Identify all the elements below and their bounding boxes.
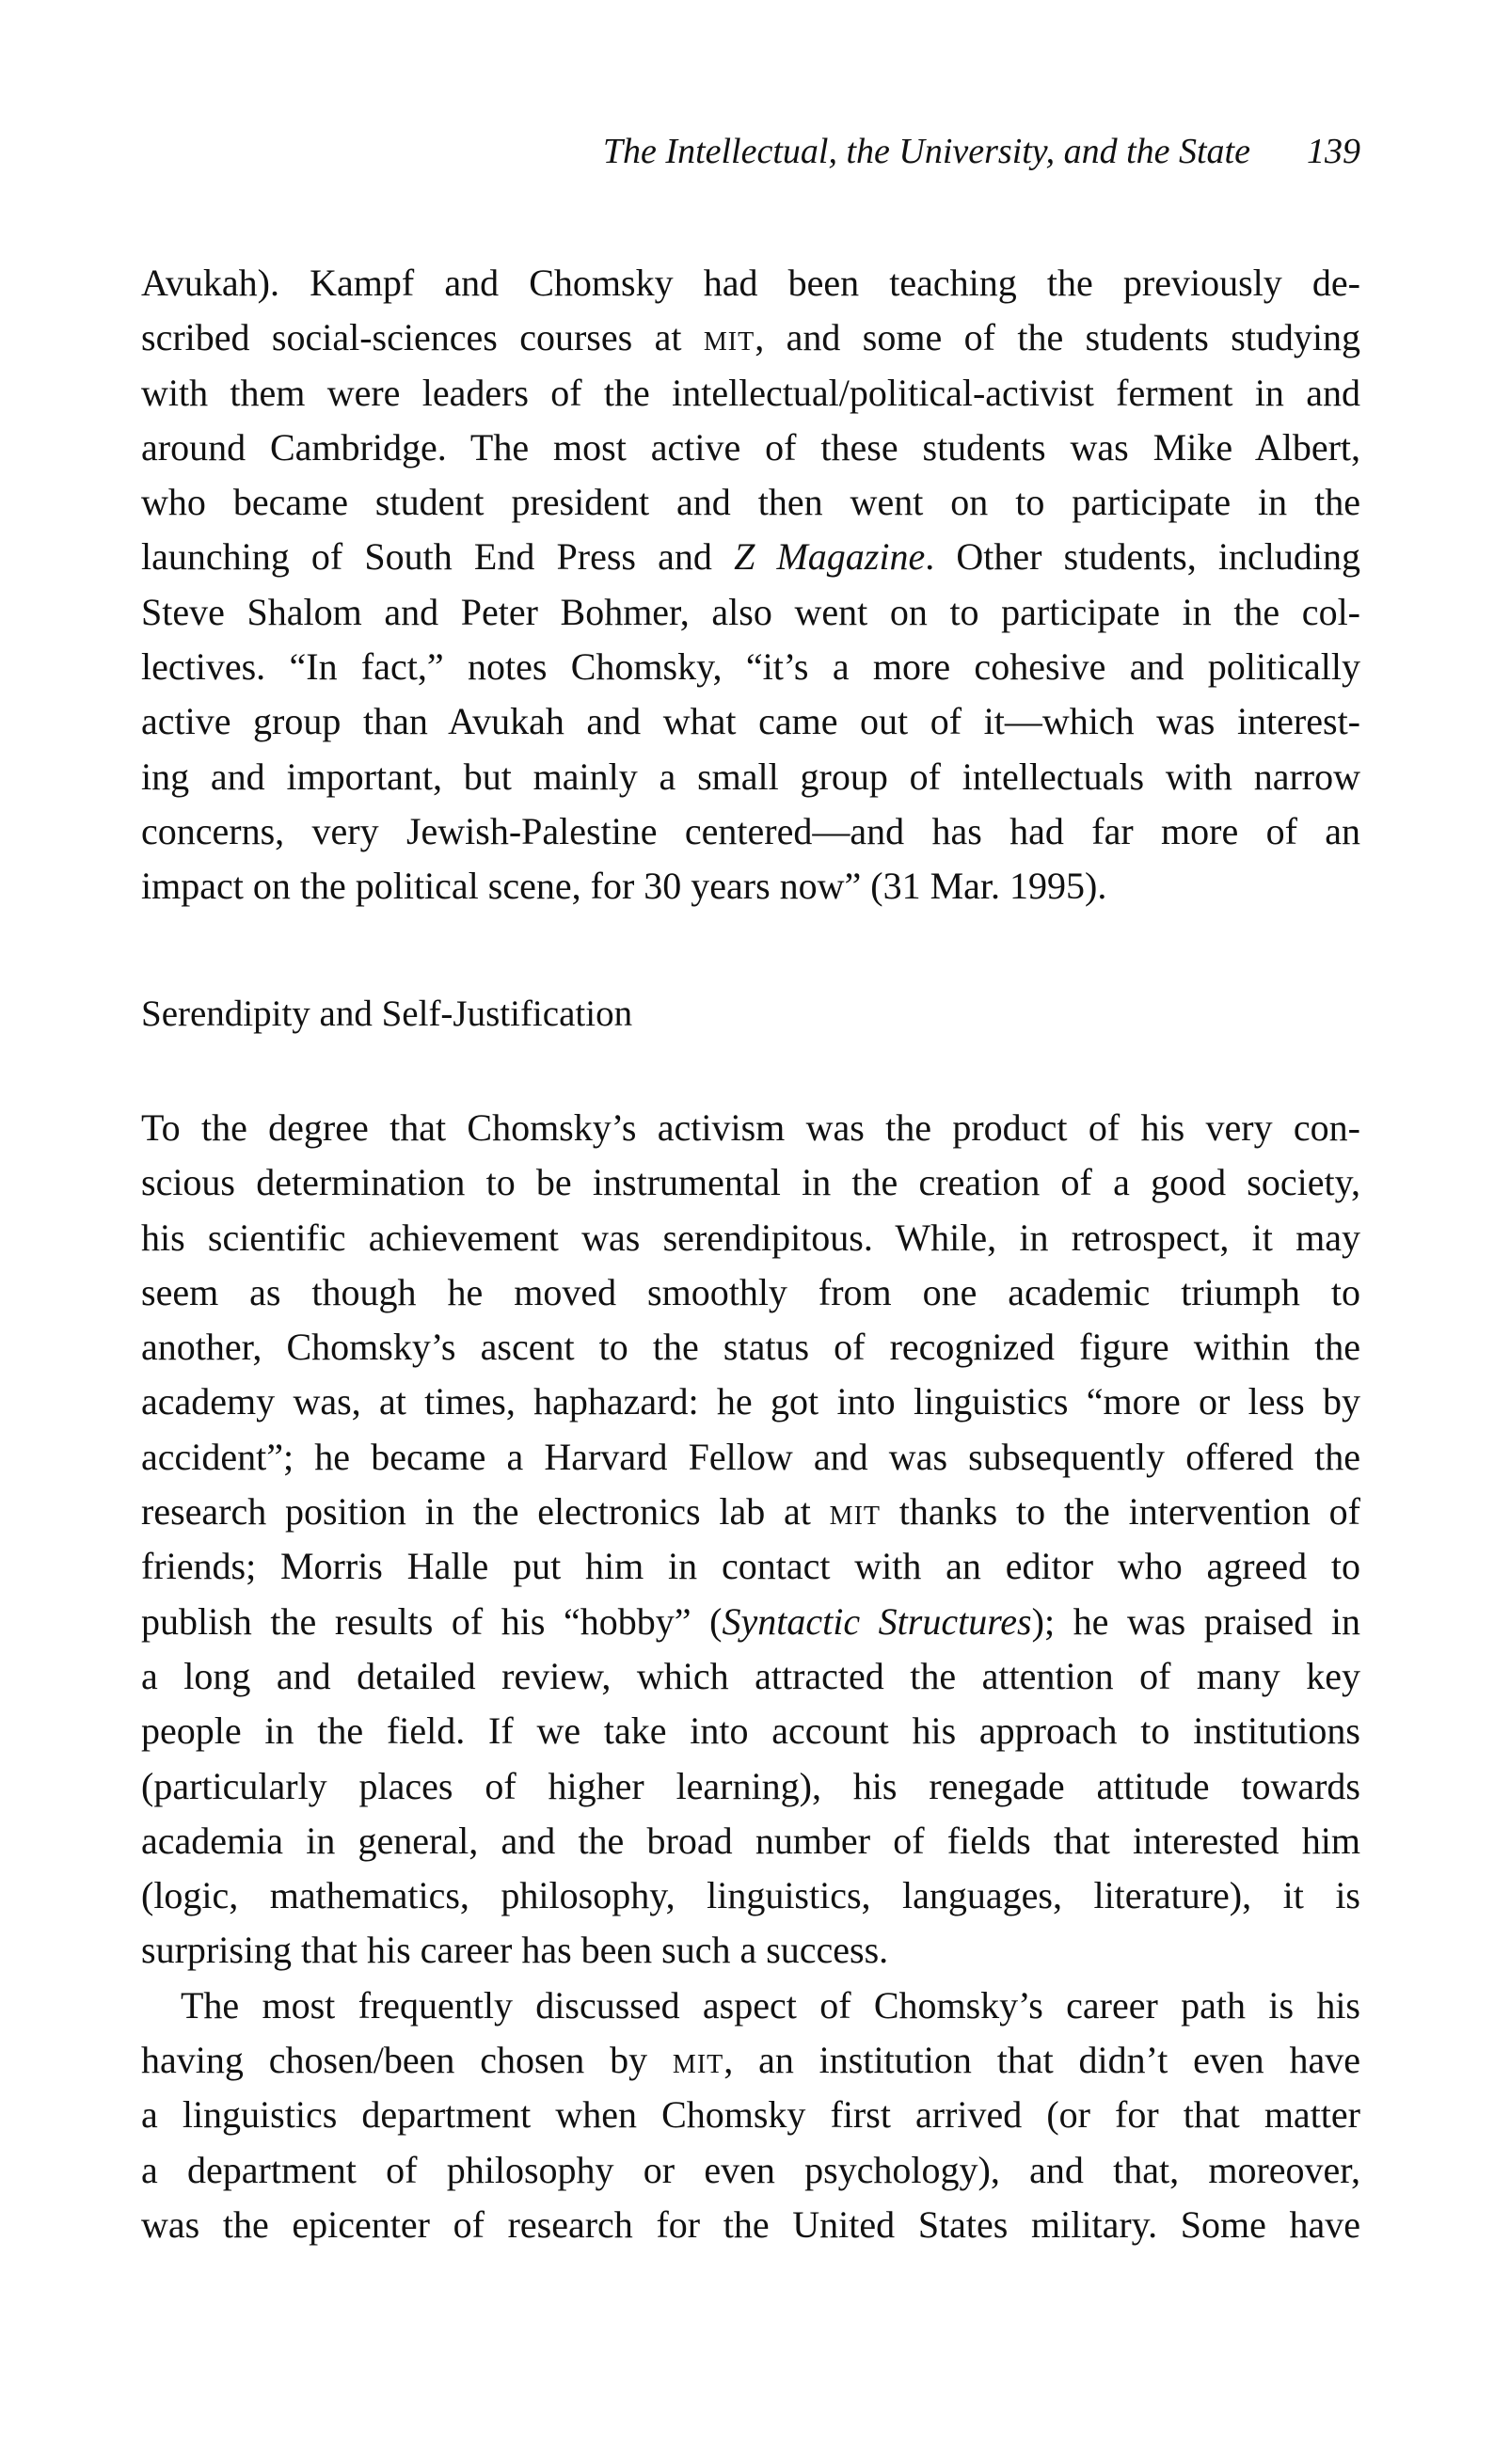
mit-abbreviation: mit xyxy=(703,316,755,359)
text-line: Avukah). Kampf and Chomsky had been teaching the previously de- xyxy=(141,262,1360,304)
text-line: (particularly places of higher learning), his renegade attitude towards xyxy=(141,1764,1360,1807)
text-line: friends; Morris Halle put him in contact with an editor who agreed to xyxy=(141,1545,1360,1588)
text-line: surprising that his career has been such a success. xyxy=(141,1929,889,1972)
text-line: (logic, mathematics, philosophy, linguistics, languages, literature), it is xyxy=(141,1874,1360,1917)
section-heading: Serendipity and Self-Justification xyxy=(141,994,633,1034)
text-line: impact on the political scene, for 30 years now” (31 Mar. 1995). xyxy=(141,865,1107,908)
page-number: 139 xyxy=(1307,132,1360,171)
text-line: his scientific achievement was serendipitous. While, in retrospect, it may xyxy=(141,1216,1360,1259)
text-line: who became student president and then went on to participate in the xyxy=(141,481,1360,524)
text-line: seem as though he moved smoothly from one academic triumph to xyxy=(141,1270,1360,1313)
text-line: active group than Avukah and what came out of it—which was interest- xyxy=(141,700,1360,743)
running-head-title: The Intellectual, the University, and the State xyxy=(602,132,1250,171)
text-line: Steve Shalom and Peter Bohmer, also went on to participate in the col- xyxy=(141,590,1360,633)
text-line: lectives. “In fact,” notes Chomsky, “it’s a more cohesive and politically xyxy=(141,645,1360,689)
text-line: a department of philosophy or even psychology), and that, moreover, xyxy=(141,2148,1360,2191)
text-line: a long and detailed review, which attracted the attention of many key xyxy=(141,1654,1360,1697)
text-line: another, Chomsky’s ascent to the status of recognized figure within the xyxy=(141,1326,1360,1369)
text-line: scious determination to be instrumental in the creation of a good society, xyxy=(141,1161,1360,1204)
text-line: To the degree that Chomsky’s activism was the product of his very con- xyxy=(141,1106,1360,1149)
text-line: ing and important, but mainly a small group of intellectuals with narrow xyxy=(141,755,1360,798)
book-page xyxy=(141,0,1360,2464)
text-line: around Cambridge. The most active of these students was Mike Albert, xyxy=(141,425,1360,469)
syntactic-structures-title: Syntactic Structures xyxy=(722,1599,1032,1643)
running-head xyxy=(141,130,1360,173)
text-line: was the epicenter of research for the United States military. Some have xyxy=(141,2202,1360,2246)
text-line: scribed social-sciences courses at mit, and some of the students studying xyxy=(141,316,1360,359)
paragraph-avukah xyxy=(141,256,1360,914)
paragraph-serendipity xyxy=(141,1101,1360,2252)
text-line: academy was, at times, haphazard: he got into linguistics “more or less by xyxy=(141,1380,1360,1423)
text-line: with them were leaders of the intellectual/political-activist ferment in and xyxy=(141,371,1360,414)
mit-abbreviation: mit xyxy=(829,1490,881,1534)
text-line: concerns, very Jewish-Palestine centered—and has had far more of an xyxy=(141,809,1360,852)
mit-abbreviation: mit xyxy=(672,2039,724,2082)
text-line: people in the field. If we take into account his approach to institutions xyxy=(141,1709,1360,1753)
text-line: The most frequently discussed aspect of Chomsky’s career path is his xyxy=(181,1983,1360,2027)
text-line: academia in general, and the broad number of fields that interested him xyxy=(141,1819,1360,1862)
text-line: having chosen/been chosen by mit, an institution that didn’t even have xyxy=(141,2039,1360,2082)
text-line: publish the results of his “hobby” (Syntactic Structures); he was praised in xyxy=(141,1599,1360,1643)
text-line: accident”; he became a Harvard Fellow and was subsequently offered the xyxy=(141,1435,1360,1478)
text-line: research position in the electronics lab at mit thanks to the intervention of xyxy=(141,1490,1360,1534)
text-line: a linguistics department when Chomsky first arrived (or for that matter xyxy=(141,2093,1360,2137)
z-magazine-title: Z Magazine xyxy=(734,535,926,579)
text-line: launching of South End Press and Z Magazine. Other students, including xyxy=(141,535,1360,579)
